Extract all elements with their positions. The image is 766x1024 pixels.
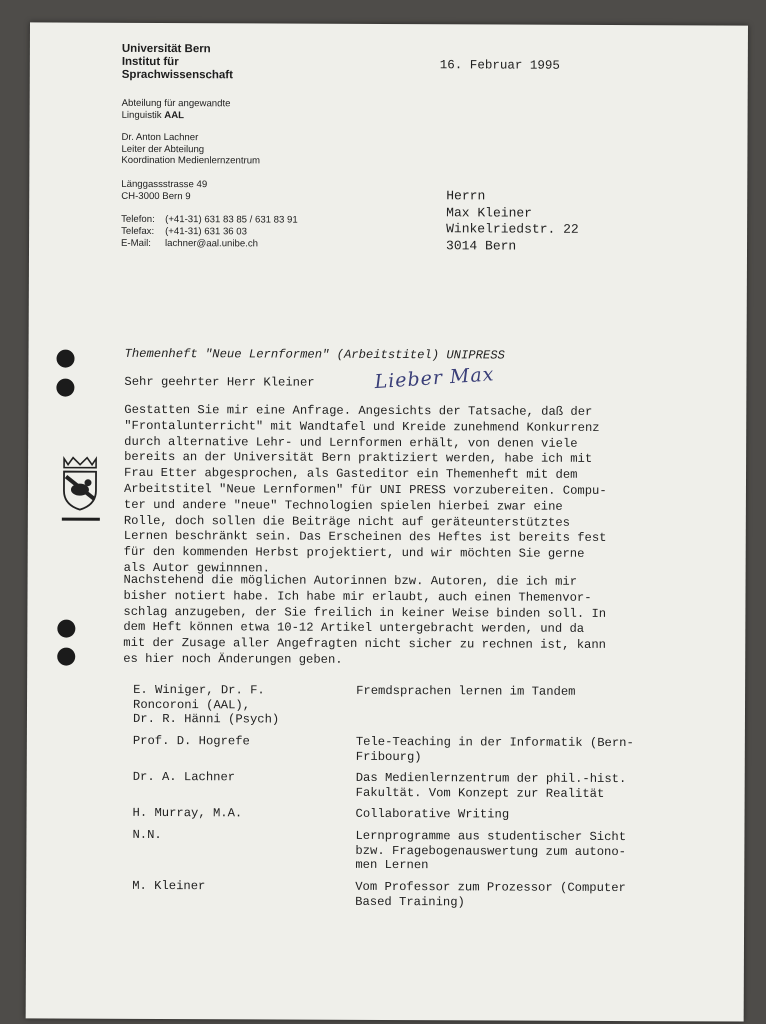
punch-hole [56,350,74,368]
body-paragraph: Gestatten Sie mir eine Anfrage. Angesichts der Tatsache, daß der "Frontalunterricht" mit Wandtafel und Kreide zunehmend Konkurrenz durch alternative Lehr- und Lernformen erhält, von denen viele bereits an der Universität Bern praktiziert werden, habe ich mit Frau Etter abgesprochen, als Gasteditor ein Themenheft mit dem Arbeitstitel "Neue Lernformen" für UNI PRESS vorzubereiten. Compu- ter und andere "neue" Technologien spielen hierbei zwar eine Rolle, doch sollen die Beiträge nicht auf geräteunterstütztes Lernen beschränkt sein. Das Erscheinen des Heftes ist bereits fest für den kommenden Herbst projektiert, und wir möchten Sie gerne als Autor gewinnnen. [123,402,607,576]
article-topic: Fremdsprachen lernen im Tandem [356,683,576,699]
sender-block [121,132,260,167]
department-abbreviation: AAL [164,109,185,121]
department-line: Abteilung für angewandte [121,97,231,110]
contact-value: (+41-31) 631 83 85 / 631 83 91 [165,214,298,226]
author-name: E. Winiger, Dr. F. Roncoroni (AAL), Dr. R. Hänni (Psych) [132,682,280,727]
sender-name: Dr. Anton Lachner [121,131,199,144]
punch-hole [57,648,75,666]
article-topic: Collaborative Writing [355,806,510,822]
article-topic: Tele-Teaching in der Informatik (Bern- Fribourg) [355,734,634,764]
bern-coat-of-arms-icon [60,455,100,511]
address-line: CH-3000 Bern 9 [121,190,191,202]
article-topic: Lernprogramme aus studentischer Sicht bzw. Fragebogenauswertung zum autono- men Lernen [355,828,627,873]
author-topic-row [123,682,723,727]
institution-line: Universität Bern [121,42,211,56]
recipient-line: Herrn [446,188,486,204]
author-topic-row [123,805,723,822]
recipient-line: Winkelriedstr. 22 [446,221,579,237]
institution-name [122,43,233,82]
department-line-text: Linguistik [121,109,165,121]
contact-block [121,214,298,251]
contact-email [121,238,298,251]
letter-date: 16. Februar 1995 [439,58,560,73]
sender-role: Koordination Medienlernzentrum [121,154,261,167]
recipient-line: 3014 Bern [446,237,517,254]
author-name: N.N. [132,827,162,843]
author-topic-row [123,733,723,764]
recipient-address [446,188,579,255]
department-line [122,109,231,121]
fold-mark [62,518,100,521]
contact-fax [121,226,298,239]
letter-page [26,22,748,1021]
author-name: Dr. A. Lachner [132,769,236,785]
author-topic-row [122,878,722,909]
sender-address [121,179,207,202]
author-name: H. Murray, M.A. [132,805,243,821]
contact-label: Telefax: [121,225,155,237]
punch-hole [57,620,75,638]
contact-label: E-Mail: [121,237,151,249]
sender-role: Leiter der Abteilung [121,143,205,155]
punch-hole [56,379,74,397]
author-topic-row [122,827,722,873]
salutation: Sehr geehrter Herr Kleiner [124,374,315,390]
institution-line: Sprachwissenschaft [121,68,234,82]
institution-line: Institut für [121,55,179,69]
contact-phone [121,214,298,227]
contact-label: Telefon: [121,213,155,225]
author-topic-row [123,769,723,801]
article-topic: Vom Professor zum Prozessor (Computer Based Training) [355,879,626,909]
contact-value: lachner@aal.unibe.ch [165,238,259,250]
article-topic: Das Medienlernzentrum der phil.-hist. Fakultät. Vom Konzept zur Realität [355,770,627,801]
body-paragraph: Nachstehend die möglichen Autorinnen bzw. Autoren, die ich mir bisher notiert habe. Ich habe mir erlaubt, auch einen Themenvor- schlag anzugeben, der Sie freilich in keiner Weise binden soll. In dem Heft können etwa 10-12 Artikel untergebracht werden, und da mit der Zusage aller Angefragten nicht sicher zu rechnen ist, kann es hier noch Änderungen geben. [123,572,607,667]
author-name: Prof. D. Hogrefe [132,733,250,749]
author-name: M. Kleiner [132,878,206,894]
department-block [122,98,231,121]
subject-line: Themenheft "Neue Lernformen" (Arbeitstitel) UNIPRESS [124,346,505,363]
address-line: Länggassstrasse 49 [121,178,208,191]
contact-value: (+41-31) 631 36 03 [165,226,247,238]
handwritten-salutation: Lieber Max [373,363,496,394]
recipient-line: Max Kleiner [446,204,533,221]
